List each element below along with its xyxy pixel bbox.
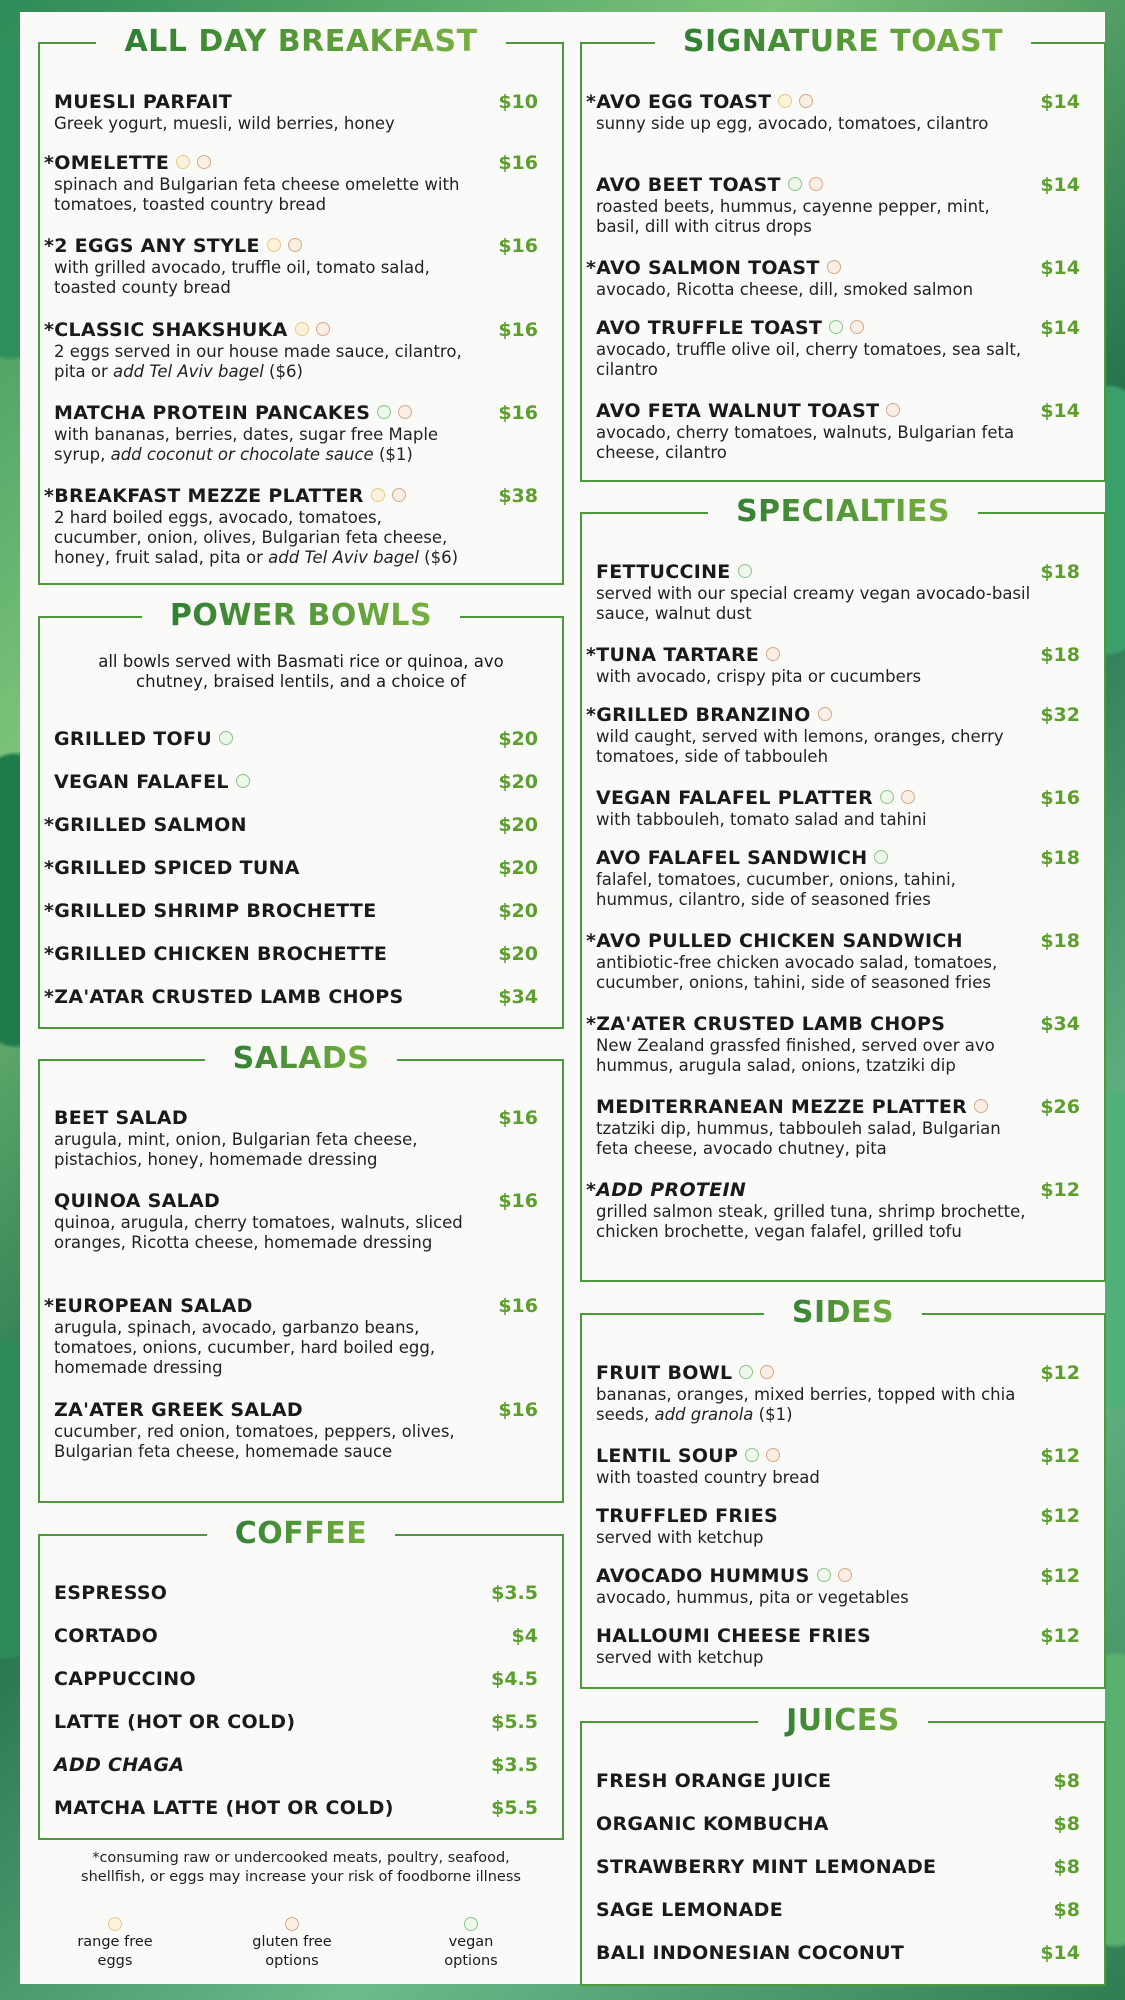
vegan-icon xyxy=(219,731,233,745)
item-price: $12 xyxy=(1040,1445,1080,1467)
item-name: *TUNA TARTARE xyxy=(586,644,760,666)
vegan-icon xyxy=(377,405,391,419)
item-price: $32 xyxy=(1040,704,1080,726)
item-name: TRUFFLED FRIES xyxy=(596,1505,778,1527)
sides-menu-item xyxy=(596,1445,1090,1488)
item-name: MATCHA PROTEIN PANCAKES xyxy=(54,402,371,424)
salads-menu-item xyxy=(54,1190,548,1253)
coffee-title: COFFEE xyxy=(221,1516,382,1551)
item-price: $16 xyxy=(498,402,538,424)
gluten-free-icon xyxy=(288,238,302,252)
item-name: *2 EGGS ANY STYLE xyxy=(44,235,260,257)
item-name: *GRILLED SALMON xyxy=(44,814,247,836)
gluten-free-icon xyxy=(398,405,412,419)
item-name: *ADD PROTEIN xyxy=(586,1179,747,1201)
toast-menu-item xyxy=(586,257,1090,300)
gluten-free-icon xyxy=(886,403,900,417)
item-description: with tabbouleh, tomato salad and tahini xyxy=(596,810,927,829)
item-description: 2 hard boiled eggs, avocado, tomatoes, cucumber, onion, olives, Bulgarian feta cheese, honey, fruit salad, pita or add Tel Aviv bagel ($6) xyxy=(54,508,459,567)
breakfast-menu-item xyxy=(44,152,548,215)
item-description: falafel, tomatoes, cucumber, onions, tahini, hummus, cilantro, side of seasoned fries xyxy=(596,870,956,909)
breakfast-section xyxy=(38,24,564,585)
item-description: with bananas, berries, dates, sugar free Maple syrup, add coconut or chocolate sauce ($1) xyxy=(54,425,439,464)
power-bowls-menu-item xyxy=(44,814,548,836)
item-price: $12 xyxy=(1040,1505,1080,1527)
toast-menu-item xyxy=(596,317,1090,380)
item-name: *ZA'ATER CRUSTED LAMB CHOPS xyxy=(586,1013,946,1035)
specialties-menu-item xyxy=(596,787,1090,830)
item-description: spinach and Bulgarian feta cheese omelette with tomatoes, toasted country bread xyxy=(54,175,460,214)
item-description: avocado, cherry tomatoes, walnuts, Bulgarian feta cheese, cilantro xyxy=(596,423,1015,462)
toast-menu-item xyxy=(596,400,1090,463)
specialties-menu-item xyxy=(596,847,1090,910)
coffee-menu-item xyxy=(54,1797,548,1819)
breakfast-menu-item xyxy=(44,319,548,382)
item-name: FRUIT BOWL xyxy=(596,1362,733,1384)
sides-menu-item xyxy=(596,1362,1090,1425)
item-description: with toasted country bread xyxy=(596,1468,820,1487)
coffee-menu-item xyxy=(54,1582,548,1604)
item-price: $20 xyxy=(498,814,538,836)
item-price: $8 xyxy=(1053,1899,1080,1921)
item-name: AVO TRUFFLE TOAST xyxy=(596,317,823,339)
range-free-egg-icon xyxy=(295,322,309,336)
toast-menu-item xyxy=(596,174,1090,237)
item-price: $16 xyxy=(498,1107,538,1129)
range-free-egg-icon xyxy=(371,488,385,502)
gluten-free-icon xyxy=(392,488,406,502)
vegan-icon xyxy=(788,177,802,191)
item-name: LENTIL SOUP xyxy=(596,1445,739,1467)
item-description: avocado, truffle olive oil, cherry tomatoes, sea salt, cilantro xyxy=(596,340,1022,379)
item-name: AVO FALAFEL SANDWICH xyxy=(596,847,868,869)
power-bowls-menu-item xyxy=(44,900,548,922)
item-name: CAPPUCCINO xyxy=(54,1668,196,1690)
item-name: HALLOUMI CHEESE FRIES xyxy=(596,1625,872,1647)
item-price: $20 xyxy=(498,771,538,793)
coffee-menu-item xyxy=(54,1711,548,1733)
gluten-free-icon xyxy=(974,1099,988,1113)
juices-menu-item xyxy=(596,1813,1090,1835)
power-bowls-menu-item xyxy=(54,728,548,750)
item-price: $12 xyxy=(1040,1179,1080,1201)
salads-menu-item xyxy=(44,1295,548,1378)
item-name: *CLASSIC SHAKSHUKA xyxy=(44,319,288,341)
gluten-free-icon xyxy=(850,320,864,334)
item-name: VEGAN FALAFEL PLATTER xyxy=(596,787,874,809)
item-price: $26 xyxy=(1040,1096,1080,1118)
legend-vegan: vegan options xyxy=(406,1917,536,1971)
gluten-free-icon xyxy=(766,1448,780,1462)
item-price: $10 xyxy=(498,91,538,113)
item-description: cucumber, red onion, tomatoes, peppers, olives, Bulgarian feta cheese, homemade sauce xyxy=(54,1422,455,1461)
item-price: $16 xyxy=(1040,787,1080,809)
item-name: *AVO EGG TOAST xyxy=(586,91,772,113)
item-description: avocado, Ricotta cheese, dill, smoked salmon xyxy=(596,280,974,299)
gluten-free-icon xyxy=(766,647,780,661)
item-name: *GRILLED BRANZINO xyxy=(586,704,811,726)
power-bowls-menu-item xyxy=(44,857,548,879)
item-name: BALI INDONESIAN COCONUT xyxy=(596,1942,905,1964)
breakfast-menu-item xyxy=(54,402,548,465)
gluten-free-icon xyxy=(197,155,211,169)
item-name: GRILLED TOFU xyxy=(54,728,212,750)
item-price: $18 xyxy=(1040,644,1080,666)
vegan-icon xyxy=(880,790,894,804)
item-price: $8 xyxy=(1053,1813,1080,1835)
breakfast-menu-item xyxy=(54,91,548,134)
legend-gluten-free: gluten free options xyxy=(227,1917,357,1971)
legend-range-free-eggs: range free eggs xyxy=(50,1917,180,1971)
power-bowls-menu-item xyxy=(54,771,548,793)
item-description: tzatziki dip, hummus, tabbouleh salad, Bulgarian feta cheese, avocado chutney, pita xyxy=(596,1119,1001,1158)
specialties-menu-item xyxy=(596,1096,1090,1159)
item-price: $4.5 xyxy=(491,1668,538,1690)
range-free-egg-icon xyxy=(108,1917,122,1931)
item-price: $14 xyxy=(1040,400,1080,422)
item-description: quinoa, arugula, cherry tomatoes, walnuts, sliced oranges, Ricotta cheese, homemade dressing xyxy=(54,1213,463,1252)
coffee-section xyxy=(38,1516,564,1840)
gluten-free-icon xyxy=(827,260,841,274)
item-price: $12 xyxy=(1040,1362,1080,1384)
item-description: Greek yogurt, muesli, wild berries, honey xyxy=(54,114,395,133)
item-price: $34 xyxy=(498,986,538,1008)
specialties-menu-item xyxy=(596,561,1090,624)
item-price: $18 xyxy=(1040,847,1080,869)
item-name: LATTE (HOT OR COLD) xyxy=(54,1711,296,1733)
foodborne-illness-note: *consuming raw or undercooked meats, poultry, seafood, shellfish, or eggs may increase your risk of foodborne illness xyxy=(81,1850,521,1885)
breakfast-menu-item xyxy=(44,235,548,298)
menu-page xyxy=(20,12,1105,1984)
item-name: ADD CHAGA xyxy=(54,1754,185,1776)
item-price: $34 xyxy=(1040,1013,1080,1035)
signature-toast-title: SIGNATURE TOAST xyxy=(669,24,1017,59)
item-price: $16 xyxy=(498,1295,538,1317)
item-description: sunny side up egg, avocado, tomatoes, cilantro xyxy=(596,114,989,133)
item-price: $20 xyxy=(498,900,538,922)
item-description: arugula, spinach, avocado, garbanzo beans, tomatoes, onions, cucumber, hard boiled egg, homemade dressing xyxy=(54,1318,436,1377)
coffee-menu-item xyxy=(54,1754,548,1776)
item-description: arugula, mint, onion, Bulgarian feta cheese, pistachios, honey, homemade dressing xyxy=(54,1130,418,1169)
gluten-free-icon xyxy=(809,177,823,191)
gluten-free-icon xyxy=(799,94,813,108)
juices-menu-item xyxy=(596,1899,1090,1921)
range-free-egg-icon xyxy=(267,238,281,252)
item-description: with grilled avocado, truffle oil, tomato salad, toasted county bread xyxy=(54,258,430,297)
item-price: $5.5 xyxy=(491,1797,538,1819)
specialties-menu-item xyxy=(586,930,1090,993)
item-name: *AVO PULLED CHICKEN SANDWICH xyxy=(586,930,963,952)
item-name: VEGAN FALAFEL xyxy=(54,771,229,793)
item-price: $16 xyxy=(498,235,538,257)
item-name: ORGANIC KOMBUCHA xyxy=(596,1813,829,1835)
item-description: antibiotic-free chicken avocado salad, tomatoes, cucumber, onions, tahini, side of seasoned fries xyxy=(596,953,998,992)
item-description: with avocado, crispy pita or cucumbers xyxy=(596,667,922,686)
item-name: AVO BEET TOAST xyxy=(596,174,781,196)
item-price: $5.5 xyxy=(491,1711,538,1733)
juices-section xyxy=(580,1703,1106,1986)
item-price: $14 xyxy=(1040,91,1080,113)
item-price: $4 xyxy=(511,1625,538,1647)
vegan-icon xyxy=(874,850,888,864)
juices-menu-item xyxy=(596,1942,1090,1964)
gluten-free-icon xyxy=(760,1365,774,1379)
power-bowls-menu-item xyxy=(44,943,548,965)
gluten-free-icon xyxy=(838,1568,852,1582)
item-name: ZA'ATER GREEK SALAD xyxy=(54,1399,303,1421)
item-name: CORTADO xyxy=(54,1625,159,1647)
item-price: $12 xyxy=(1040,1625,1080,1647)
item-name: AVOCADO HUMMUS xyxy=(596,1565,810,1587)
item-description: New Zealand grassfed finished, served over avo hummus, arugula salad, onions, tzatziki dip xyxy=(596,1036,995,1075)
item-name: *BREAKFAST MEZZE PLATTER xyxy=(44,485,364,507)
item-price: $20 xyxy=(498,943,538,965)
item-price: $8 xyxy=(1053,1856,1080,1878)
juices-title: JUICES xyxy=(772,1703,914,1738)
item-price: $16 xyxy=(498,1190,538,1212)
item-description: served with ketchup xyxy=(596,1528,764,1547)
salads-menu-item xyxy=(54,1107,548,1170)
item-price: $3.5 xyxy=(491,1582,538,1604)
salads-menu-item xyxy=(54,1399,548,1462)
item-price: $12 xyxy=(1040,1565,1080,1587)
juices-menu-item xyxy=(596,1856,1090,1878)
juices-menu-item xyxy=(596,1770,1090,1792)
item-price: $38 xyxy=(498,485,538,507)
power-bowls-menu-item xyxy=(44,986,548,1008)
item-price: $14 xyxy=(1040,257,1080,279)
item-price: $18 xyxy=(1040,930,1080,952)
item-name: QUINOA SALAD xyxy=(54,1190,221,1212)
item-price: $20 xyxy=(498,728,538,750)
item-name: *GRILLED CHICKEN BROCHETTE xyxy=(44,943,388,965)
toast-menu-item xyxy=(586,91,1090,134)
item-description: 2 eggs served in our house made sauce, cilantro, pita or add Tel Aviv bagel ($6) xyxy=(54,342,462,381)
item-name: MATCHA LATTE (HOT OR COLD) xyxy=(54,1797,394,1819)
item-price: $20 xyxy=(498,857,538,879)
specialties-menu-item xyxy=(586,704,1090,767)
item-name: *OMELETTE xyxy=(44,152,170,174)
item-price: $16 xyxy=(498,1399,538,1421)
item-price: $8 xyxy=(1053,1770,1080,1792)
gluten-free-icon xyxy=(818,707,832,721)
item-name: AVO FETA WALNUT TOAST xyxy=(596,400,880,422)
vegan-icon xyxy=(236,774,250,788)
item-price: $16 xyxy=(498,319,538,341)
item-description: bananas, oranges, mixed berries, topped with chia seeds, add granola ($1) xyxy=(596,1385,1016,1424)
power-bowls-intro: all bowls served with Basmati rice or quinoa, avo chutney, braised lentils, and a choice of xyxy=(98,652,504,691)
range-free-egg-icon xyxy=(778,94,792,108)
sides-title: SIDES xyxy=(778,1295,908,1330)
item-price: $14 xyxy=(1040,317,1080,339)
item-price: $16 xyxy=(498,152,538,174)
power-bowls-title: POWER BOWLS xyxy=(156,598,446,633)
breakfast-title: ALL DAY BREAKFAST xyxy=(110,24,491,59)
specialties-section xyxy=(580,494,1106,1282)
coffee-menu-item xyxy=(54,1625,548,1647)
sides-section xyxy=(580,1295,1106,1689)
signature-toast-section xyxy=(580,24,1106,482)
vegan-icon xyxy=(739,1365,753,1379)
gluten-free-icon xyxy=(316,322,330,336)
item-name: FRESH ORANGE JUICE xyxy=(596,1770,832,1792)
item-name: *AVO SALMON TOAST xyxy=(586,257,820,279)
item-name: *EUROPEAN SALAD xyxy=(44,1295,253,1317)
item-name: MUESLI PARFAIT xyxy=(54,91,233,113)
item-name: *GRILLED SHRIMP BROCHETTE xyxy=(44,900,377,922)
specialties-menu-item xyxy=(586,1179,1090,1242)
item-description: served with ketchup xyxy=(596,1648,764,1667)
range-free-egg-icon xyxy=(176,155,190,169)
item-description: avocado, hummus, pita or vegetables xyxy=(596,1588,909,1607)
vegan-icon xyxy=(745,1448,759,1462)
salads-title: SALADS xyxy=(219,1041,384,1076)
item-price: $18 xyxy=(1040,561,1080,583)
coffee-menu-item xyxy=(54,1668,548,1690)
item-name: *ZA'ATAR CRUSTED LAMB CHOPS xyxy=(44,986,404,1008)
item-description: grilled salmon steak, grilled tuna, shrimp brochette, chicken brochette, vegan falafel, grilled tofu xyxy=(596,1202,1026,1241)
item-description: wild caught, served with lemons, oranges, cherry tomatoes, side of tabbouleh xyxy=(596,727,1004,766)
gluten-free-icon xyxy=(901,790,915,804)
sides-menu-item xyxy=(596,1565,1090,1608)
item-description: roasted beets, hummus, cayenne pepper, mint, basil, dill with citrus drops xyxy=(596,197,990,236)
vegan-icon xyxy=(464,1917,478,1931)
item-description: served with our special creamy vegan avocado-basil sauce, walnut dust xyxy=(596,584,1031,623)
item-name: *GRILLED SPICED TUNA xyxy=(44,857,300,879)
item-name: ESPRESSO xyxy=(54,1582,168,1604)
item-price: $3.5 xyxy=(491,1754,538,1776)
sides-menu-item xyxy=(596,1625,1090,1668)
item-price: $14 xyxy=(1040,1942,1080,1964)
vegan-icon xyxy=(817,1568,831,1582)
item-name: FETTUCCINE xyxy=(596,561,731,583)
gluten-free-icon xyxy=(285,1917,299,1931)
item-name: MEDITERRANEAN MEZZE PLATTER xyxy=(596,1096,968,1118)
sides-menu-item xyxy=(596,1505,1090,1548)
specialties-menu-item xyxy=(586,644,1090,687)
specialties-menu-item xyxy=(586,1013,1090,1076)
vegan-icon xyxy=(829,320,843,334)
item-name: STRAWBERRY MINT LEMONADE xyxy=(596,1856,937,1878)
specialties-title: SPECIALTIES xyxy=(722,494,964,529)
power-bowls-section xyxy=(38,598,564,1029)
breakfast-menu-item xyxy=(44,485,548,568)
item-name: BEET SALAD xyxy=(54,1107,188,1129)
salads-section xyxy=(38,1041,564,1503)
vegan-icon xyxy=(738,564,752,578)
item-name: SAGE LEMONADE xyxy=(596,1899,783,1921)
item-price: $14 xyxy=(1040,174,1080,196)
